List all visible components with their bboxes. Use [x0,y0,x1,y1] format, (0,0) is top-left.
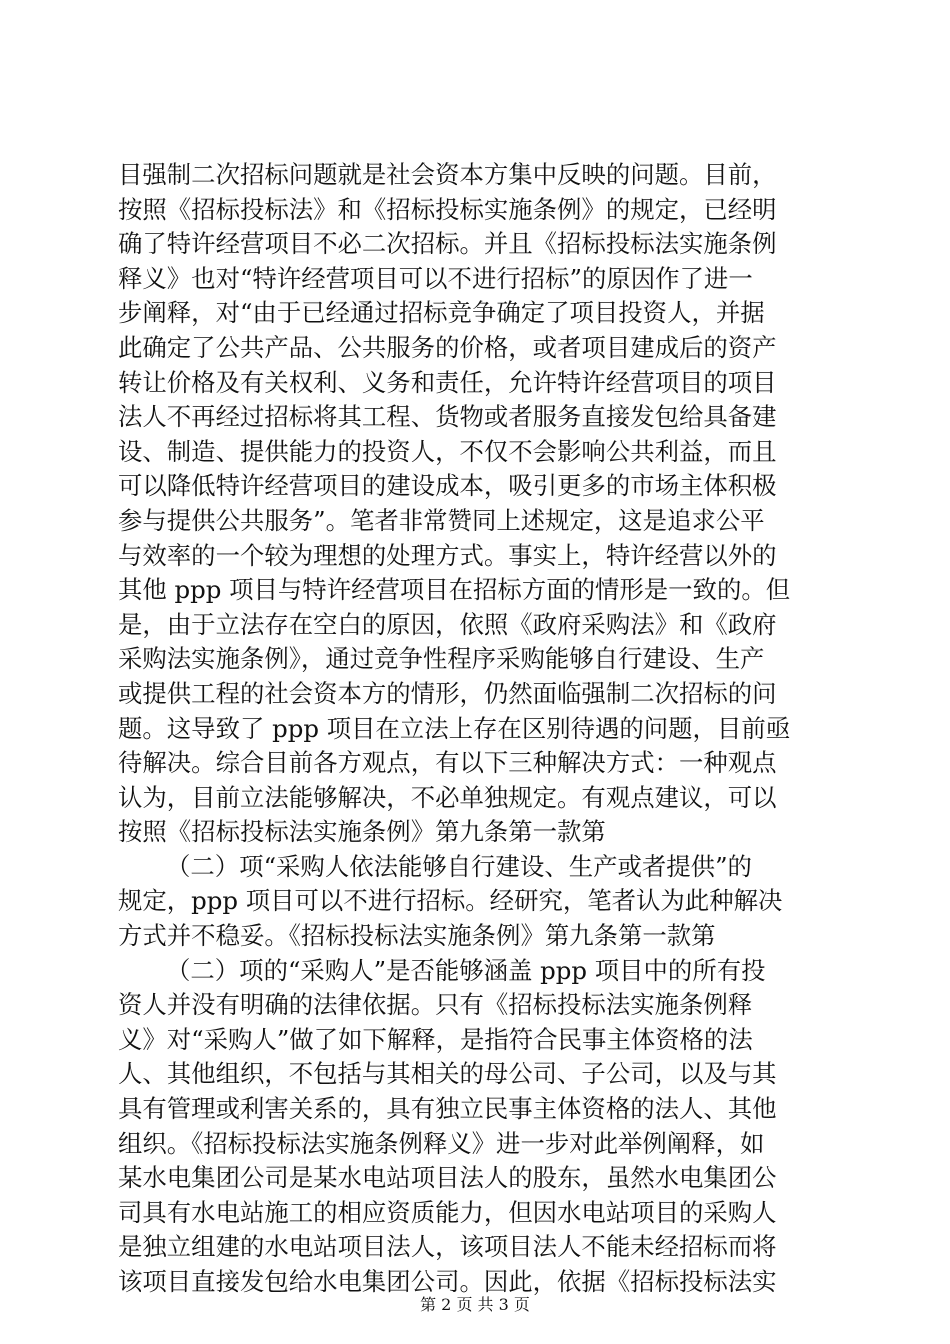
text-line: 与效率的一个较为理想的处理方式。事实上，特许经营以外的 [118,540,777,570]
text-line: 司具有水电站施工的相应资质能力，但因水电站项目的采购人 [118,1197,777,1227]
text-line: 具有管理或利害关系的，具有独立民事主体资格的法人、其他 [118,1094,777,1124]
text-line: 目强制二次招标问题就是社会资本方集中反映的问题。目前， [118,160,777,189]
text-line: 释义》也对“特许经营项目可以不进行招标”的原因作了进一 [118,263,753,293]
text-line: 转让价格及有关权利、义务和责任，允许特许经营项目的项目 [118,367,777,397]
text-line: 认为，目前立法能够解决，不必单独规定。有观点建议，可以 [118,782,777,812]
text-line: 该项目直接发包给水电集团公司。因此，依据《招标投标法实 [118,1267,777,1296]
text-line: 此确定了公共产品、公共服务的价格，或者项目建成后的资产 [118,332,777,362]
text-line: 确了特许经营项目不必二次招标。并且《招标投标法实施条例 [118,229,777,259]
text-line: 题。这导致了 ppp 项目在立法上存在区别待遇的问题，目前亟 [118,713,791,743]
text-line: 按照《招标投标法实施条例》第九条第一款第 [118,817,606,847]
text-line: 组织。《招标投标法实施条例释义》进一步对此举例阐释，如 [118,1128,765,1158]
text-line: 步阐释，对“由于已经通过招标竞争确定了项目投资人，并据 [118,298,765,328]
text-line: 设、制造、提供能力的投资人，不仅不会影响公共利益，而且 [118,436,777,466]
text-line: 按照《招标投标法》和《招标投标实施条例》的规定，已经明 [118,194,777,224]
text-line: （二）项“采购人依法能够自行建设、生产或者提供”的 [166,851,752,881]
text-line: 采购法实施条例》，通过竞争性程序采购能够自行建设、生产 [118,644,765,674]
text-line: 法人不再经过招标将其工程、货物或者服务直接发包给具备建 [118,402,777,432]
text-line: 资人并没有明确的法律依据。只有《招标投标法实施条例释 [118,990,753,1020]
text-line: 待解决。综合目前各方观点，有以下三种解决方式：一种观点 [118,748,777,778]
text-line: 或提供工程的社会资本方的情形，仍然面临强制二次招标的问 [118,678,777,708]
body-text [118,158,830,1300]
text-line: 是独立组建的水电站项目法人，该项目法人不能未经招标而将 [118,1232,777,1262]
text-line: 义》对“采购人”做了如下解释，是指符合民事主体资格的法 [118,1024,753,1054]
text-line: 人、其他组织，不包括与其相关的母公司、子公司，以及与其 [118,1059,777,1089]
text-line: 参与提供公共服务”。笔者非常赞同上述规定，这是追求公平 [118,505,765,535]
text-line: 其他 ppp 项目与特许经营项目在招标方面的情形是一致的。但 [118,575,791,605]
text-line: 方式并不稳妥。《招标投标法实施条例》第九条第一款第 [118,921,716,951]
text-line: 可以降低特许经营项目的建设成本，吸引更多的市场主体积极 [118,471,777,501]
text-line: （二）项的“采购人”是否能够涵盖 ppp 项目中的所有投 [166,955,766,985]
page-footer: 第 2 页 共 3 页 [420,1295,530,1314]
text-line: 某水电集团公司是某水电站项目法人的股东，虽然水电集团公 [118,1163,777,1193]
text-line: 规定，ppp 项目可以不进行招标。经研究，笔者认为此种解决 [118,886,783,916]
text-line: 是，由于立法存在空白的原因，依照《政府采购法》和《政府 [118,609,777,639]
